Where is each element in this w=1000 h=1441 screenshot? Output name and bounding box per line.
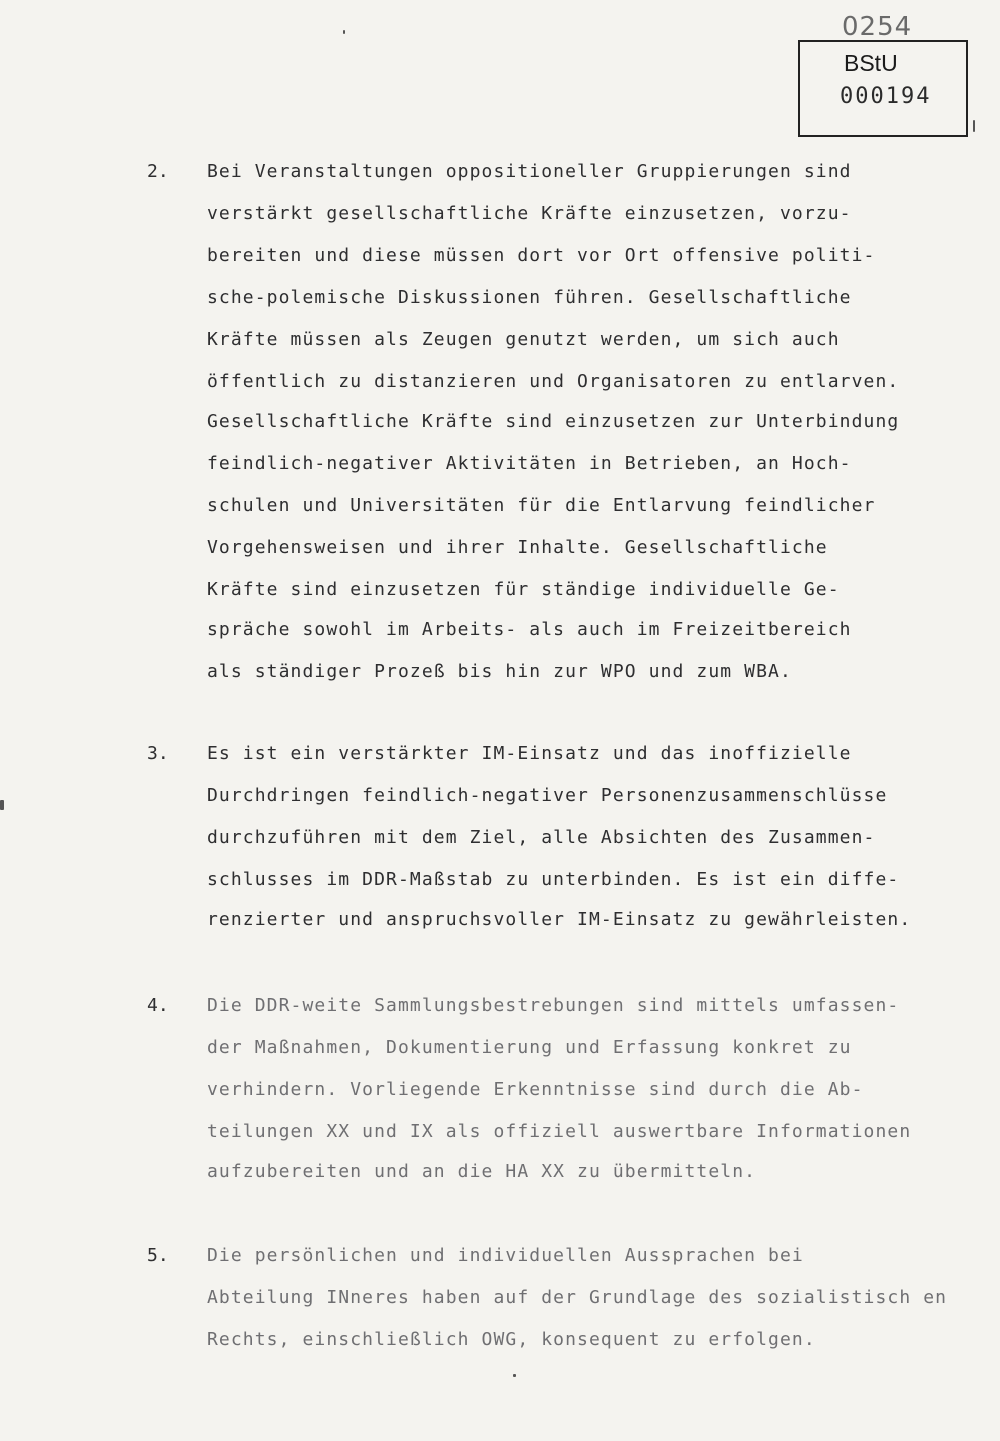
text-line: Die persönlichen und individuellen Aussprachen bei	[207, 1245, 804, 1266]
text-line: Vorgehensweisen und ihrer Inhalte. Gesellschaftliche	[207, 537, 828, 558]
section-number: 3.	[147, 743, 169, 764]
section-number: 5.	[147, 1245, 169, 1266]
scan-mark	[343, 30, 345, 34]
section-number: 2.	[147, 161, 169, 182]
text-line: Die DDR-weite Sammlungsbestrebungen sind mittels umfassen-	[207, 995, 900, 1016]
stamp-document-number: 000194	[840, 84, 932, 109]
text-line: Es ist ein verstärkter IM-Einsatz und das inoffizielle	[207, 743, 852, 764]
text-line: verstärkt gesellschaftliche Kräfte einzusetzen, vorzu-	[207, 203, 852, 224]
text-line: schulen und Universitäten für die Entlarvung feindlicher	[207, 495, 876, 516]
text-line: Rechts, einschließlich OWG, konsequent zu erfolgen.	[207, 1329, 816, 1350]
text-line: bereiten und diese müssen dort vor Ort offensive politi-	[207, 245, 876, 266]
text-line: Kräfte sind einzusetzen für ständige individuelle Ge-	[207, 579, 840, 600]
text-line: Abteilung INneres haben auf der Grundlage des sozialistisch en	[207, 1287, 948, 1308]
scan-mark	[513, 1374, 516, 1377]
scan-mark	[0, 800, 4, 810]
text-line: sche-polemische Diskussionen führen. Gesellschaftliche	[207, 287, 852, 308]
text-line: Durchdringen feindlich-negativer Personenzusammenschlüsse	[207, 785, 888, 806]
text-line: Bei Veranstaltungen oppositioneller Gruppierungen sind	[207, 161, 852, 182]
text-line: Gesellschaftliche Kräfte sind einzusetzen zur Unterbindung	[207, 411, 900, 432]
section-number: 4.	[147, 995, 169, 1016]
text-line: aufzubereiten und an die HA XX zu übermitteln.	[207, 1161, 757, 1182]
text-line: schlusses im DDR-Maßstab zu unterbinden. Es ist ein diffe-	[207, 869, 900, 890]
page-number: 0254	[842, 12, 913, 42]
text-line: der Maßnahmen, Dokumentierung und Erfassung konkret zu	[207, 1037, 852, 1058]
text-line: spräche sowohl im Arbeits- als auch im Freizeitbereich	[207, 619, 852, 640]
text-line: als ständiger Prozeß bis hin zur WPO und zum WBA.	[207, 661, 792, 682]
scan-mark	[973, 120, 975, 132]
text-line: durchzuführen mit dem Ziel, alle Absichten des Zusammen-	[207, 827, 876, 848]
text-line: verhindern. Vorliegende Erkenntnisse sind durch die Ab-	[207, 1079, 864, 1100]
text-line: feindlich-negativer Aktivitäten in Betrieben, an Hoch-	[207, 453, 852, 474]
text-line: renzierter und anspruchsvoller IM-Einsatz zu gewährleisten.	[207, 909, 912, 930]
archive-stamp	[798, 40, 968, 137]
text-line: teilungen XX und IX als offiziell auswertbare Informationen	[207, 1121, 912, 1142]
text-line: Kräfte müssen als Zeugen genutzt werden, um sich auch	[207, 329, 840, 350]
stamp-archive-name: BStU	[844, 50, 898, 76]
text-line: öffentlich zu distanzieren und Organisatoren zu entlarven.	[207, 371, 900, 392]
